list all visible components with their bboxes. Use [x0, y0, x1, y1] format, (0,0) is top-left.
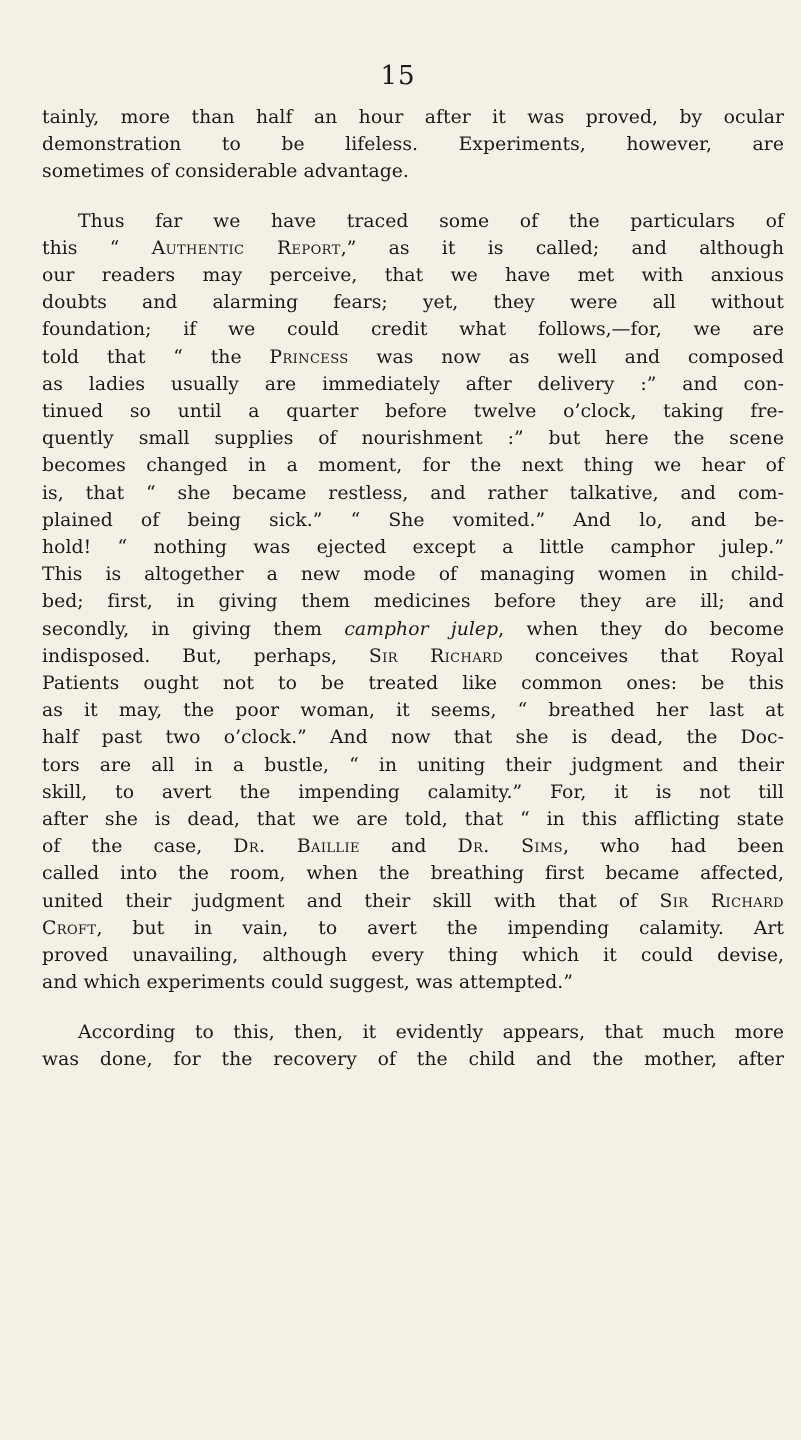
text-line: called into the room, when the breathing first became affected, [42, 863, 784, 885]
paragraph-according [42, 1019, 784, 1073]
text-line: tainly, more than half an hour after it was proved, by ocular [42, 107, 784, 128]
text-line: doubts and alarming fears; yet, they were all without [42, 292, 784, 314]
text-line: According to this, then, it evidently appears, that much more [78, 1021, 784, 1043]
text-line: This is altogether a new mode of managing women in child- [42, 564, 784, 586]
text-line: this “ Authentic Report,” as it is called; and although [42, 237, 785, 259]
text-line: of the case, Dr. Baillie and Dr. Sims, who had been [42, 836, 784, 858]
text-line: quently small supplies of nourishment :” but here the scene [42, 428, 784, 450]
text-line: sometimes of considerable advantage. [42, 161, 409, 183]
text-line: tinued so until a quarter before twelve o’clock, taking fre- [42, 401, 784, 423]
text-line: skill, to avert the impending calamity.” For, it is not till [42, 781, 784, 803]
text-line: tors are all in a bustle, “ in uniting their judgment and their [42, 754, 784, 776]
text-line: foundation; if we could credit what follows,—for, we are [42, 319, 784, 341]
text-line: Croft, but in vain, to avert the impending calamity. Art [42, 917, 784, 939]
text-line: our readers may perceive, that we have met with anxious [42, 265, 784, 287]
paragraph-authentic-report [42, 208, 784, 997]
text-line: as ladies usually are immediately after delivery :” and con- [42, 373, 784, 395]
text-line: was done, for the recovery of the child and the mother, after [42, 1048, 784, 1070]
text-line: told that “ the Princess was now as well and composed [42, 346, 784, 368]
text-line: is, that “ she became restless, and rather talkative, and com- [42, 482, 784, 504]
text-line: as it may, the poor woman, it seems, “ breathed her last at [42, 700, 784, 722]
text-line: secondly, in giving them camphor julep, when they do become [42, 618, 784, 640]
text-line: plained of being sick.” “ She vomited.” And lo, and be- [42, 509, 784, 531]
text-line: united their judgment and their skill with that of Sir Richard [42, 890, 784, 912]
text-line: Thus far we have traced some of the particulars of [78, 210, 784, 232]
text-line: becomes changed in a moment, for the next thing we hear of [42, 455, 784, 477]
text-line: indisposed. But, perhaps, Sir Richard conceives that Royal [42, 645, 784, 667]
text-line: proved unavailing, although every thing which it could devise, [42, 945, 784, 967]
text-line: bed; first, in giving them medicines before they are ill; and [42, 591, 784, 613]
paragraph-continuation [42, 104, 784, 186]
text-line: Patients ought not to be treated like common ones: be this [42, 673, 784, 695]
text-line: demonstration to be lifeless. Experiments, however, are [42, 134, 784, 156]
body-text [42, 104, 784, 1095]
text-line: and which experiments could suggest, was attempted.” [42, 972, 573, 994]
text-line: half past two o’clock.” And now that she is dead, the Doc- [42, 727, 784, 749]
text-line: after she is dead, that we are told, that “ in this afflicting state [42, 809, 784, 831]
text-line: hold! “ nothing was ejected except a little camphor julep.” [42, 537, 784, 559]
page-number: 15 [380, 61, 416, 91]
